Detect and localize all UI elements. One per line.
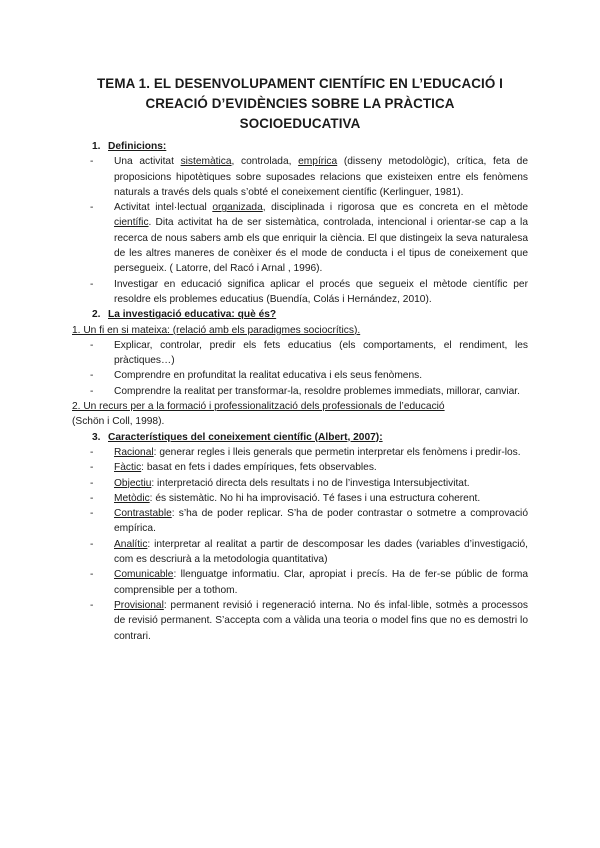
title-line-1: TEMA 1. EL DESENVOLUPAMENT CIENTÍFIC EN L’EDUCACIÓ I	[97, 76, 503, 91]
subheading-2: 2. Un recurs per a la formació i professionalització dels professionals de l’educació (Schön i Coll, 1998).	[72, 401, 445, 428]
subheading-1: 1. Un fi en si mateixa: (relació amb els paradigmes sociocrítics).	[72, 324, 361, 336]
list-item: - Una activitat sistemàtica, controlada, empírica (disseny metodològic), crítica, feta de proposicions hipotètiques sobre suposades relacions que existeixen entre els fenòmens naturals a través dels quals s’obté el coneixement científic (Kerlinguer, 1981).	[90, 156, 528, 198]
document-title	[72, 74, 528, 134]
section-label: La investigació educativa: què és?	[108, 309, 277, 321]
section-2-heading	[72, 307, 528, 322]
research-purpose-list	[72, 338, 528, 399]
section-1-heading	[72, 139, 528, 154]
list-item: - Racional: generar regles i lleis generals que permetin interpretar els fenòmens i predir-los.	[90, 446, 521, 458]
section-3-heading	[72, 430, 528, 445]
section-label: Definicions:	[108, 141, 167, 152]
list-item: - Investigar en educació significa aplicar el procés que segueix el mètode científic per resoldre els problemes educatius (Buendía, Colás i Hernández, 2010).	[90, 278, 528, 305]
list-item: - Analític: interpretar al realitat a partir de descomposar les dades (variables d’investigació, com es descriurà a la metodologia quantitativa)	[90, 538, 528, 566]
section-number: 1.	[92, 141, 101, 152]
section-label: Característiques del coneixement científic (Albert, 2007):	[108, 431, 383, 443]
list-item: - Metòdic: és sistemàtic. No hi ha improvisació. Té fases i una estructura coherent.	[90, 492, 481, 504]
list-item: - Provisional: permanent revisió i regeneració interna. No és infal·lible, sotmès a processos de revisió permanent. S’accepta com a vàlida una teoria o model fins que no es demostri lo contrari.	[90, 599, 528, 642]
list-item: - Fàctic: basat en fets i dades empíriques, fets observables.	[90, 462, 377, 474]
definitions-list	[72, 154, 528, 307]
list-item: - Comprendre en profunditat la realitat educativa i els seus fenòmens.	[90, 370, 423, 382]
characteristics-list	[72, 445, 528, 644]
document-body	[72, 139, 528, 644]
list-item: - Comprendre la realitat per transformar-la, resoldre problemes immediats, millorar, canviar.	[90, 385, 520, 397]
title-line-2: CREACIÓ D’EVIDÈNCIES SOBRE LA PRÀCTICA	[145, 96, 455, 111]
list-item: - Activitat intel·lectual organizada, disciplinada i rigorosa que es concreta en el mètode científic. Dita activitat ha de ser sistemàtica, controlada, intencional i orientar-se cap a la recerca de nous sabers amb els que enriquir la ciència. El que distingeix la seva naturalesa de les altres maneres de conèixer és el mode de conducta i el tipus de coneixement que persegueix. ( Latorre, del Racó i Arnal , 1996).	[90, 202, 529, 275]
list-item: - Contrastable: s’ha de poder replicar. S’ha de poder contrastar o sotmetre a comprovació empírica.	[90, 508, 528, 535]
title-line-3: SOCIOEDUCATIVA	[239, 116, 361, 131]
list-item: - Objectiu: interpretació directa dels resultats i no de l’investiga Intersubjectivitat.	[90, 477, 470, 489]
list-item: - Explicar, controlar, predir els fets educatius (els comportaments, el rendiment, les pràctiques…)	[90, 339, 528, 367]
list-item: - Comunicable: llenguatge informatiu. Clar, apropiat i precís. Ha de fer-se públic de forma comprensible per a tothom.	[90, 569, 528, 596]
section-number: 3.	[92, 431, 101, 443]
section-number: 2.	[92, 309, 101, 321]
